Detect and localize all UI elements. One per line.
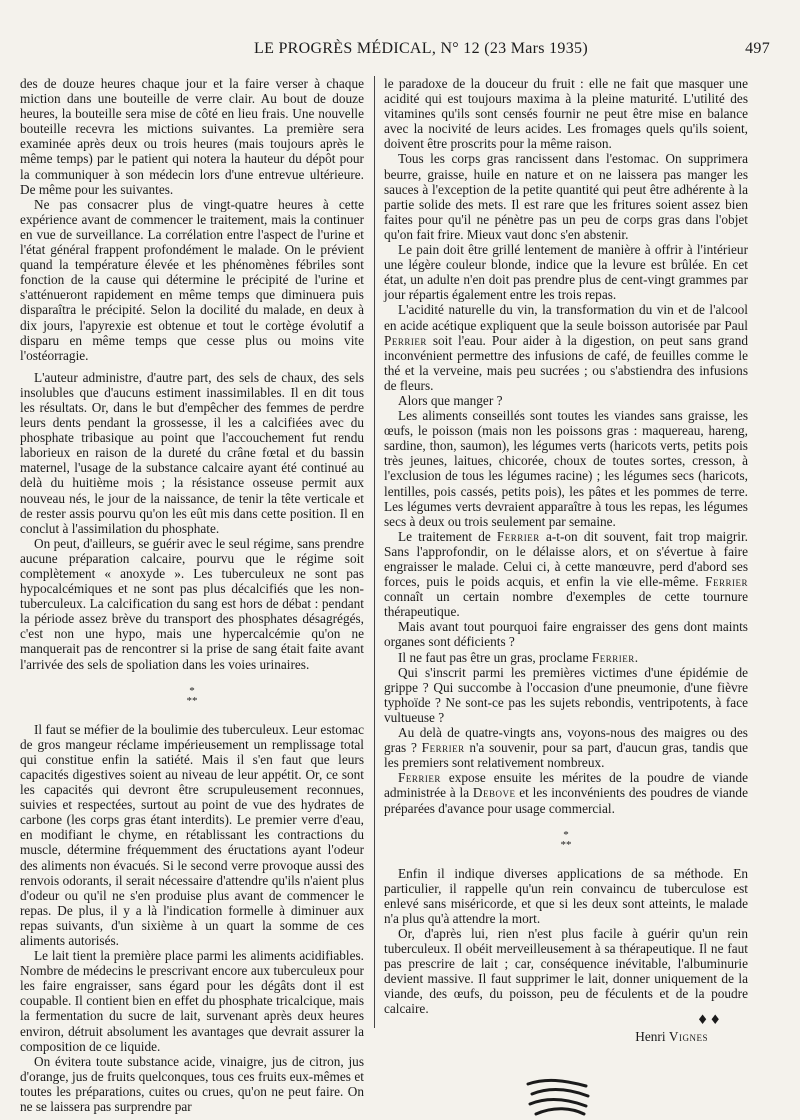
column-divider — [374, 76, 375, 1028]
author-name: Ferrier — [705, 574, 748, 590]
paragraph: On évitera toute substance acide, vinaigre, jus de citron, jus d'orange, jus de fruits quelconques, tous ces fruits eux-mêmes et toutes les préparations, cuites ou crues, qu'on ne peut faire. On ne se laissera pas surprendre par — [20, 1053, 364, 1114]
author-name: Ferrier — [496, 528, 540, 544]
author-name: Ferrier — [398, 770, 441, 786]
paragraph: Le pain doit être grillé lentement de manière à offrir à l'intérieur une légère couleur blonde, indice que la levure est brûlée. En cet état, un adulte n'en doit pas prendre plus de cent-vingt grammes par jour répartis également entre les trois repas. — [384, 242, 748, 303]
paragraph: L'acidité naturelle du vin, la transformation du vin et de l'alcool en acide acétique expliquent que la seule boisson autorisée par Paul Perrier soit l'eau. Pour aider à la digestion, on peut sans grand inconvénient permettre des infusions de café, de feuilles comme le thé et la verveine, mais peu sucrées ; ou s'abstiendra des infusions de fleurs. — [384, 302, 748, 393]
end-ornament-icon: ♦♦ — [696, 1013, 722, 1028]
paragraph: Ferrier expose ensuite les mérites de la poudre de viande administrée à la Debove et les inconvénients des poudres de viande préparées d'avance pour usage commercial. — [384, 770, 748, 816]
page-number: 497 — [745, 40, 770, 57]
paragraph: le paradoxe de la douceur du fruit : elle ne fait que masquer une acidité qui est toujours maxima à la pleine maturité. L'utilité des vitamines qu'ils sont censés fournir ne peut être mise en balance avec la nocivité de leurs acides. Les fromages quels qu'ils soient, doivent être proscrits pour la même raison. — [384, 76, 748, 152]
author-name: Ferrier. — [591, 649, 639, 665]
section-separator: * ** — [560, 828, 572, 851]
paragraph: Enfin il indique diverses applications de sa méthode. En particulier, il rappelle qu'un rein convaincu de tuberculose est enlevé sans miséricorde, et que si les deux sont atteints, le malade n'a plus qu'à attendre la mort. — [384, 865, 748, 926]
section-separator: * ** — [186, 684, 198, 707]
paragraph: Tous les corps gras rancissent dans l'estomac. On supprimera beurre, graisse, huile en nature et on ne laissera pas manger les sauces à l'exception de la petite quantité qui peut être adhérente à la partie solide des mets. Il est rare que les fritures soient assez bien faites pour qu'il ne pénètre pas un peu de corps gras dans l'objet qu'on fait frire. Mieux vaut donc s'en abstenir. — [384, 151, 748, 242]
paragraph: Il faut se méfier de la boulimie des tuberculeux. Leur estomac de gros mangeur réclame impérieusement un remplissage total qui constitue enfin la satiété. Mais il s'en faut que leurs capacités digestives soient au niveau de leur appétit. Or, ce sont les capacités qui devront être scrupuleusement reconnues, suivies et respectées, surtout au point de vue des hydrates de carbone (les corps gras étant interdits). Le premier verre d'eau, en modifiant le chyme, en rétablissant les contractions du muscle, détermine fréquemment des éructations ayant l'odeur des aliments non évacués. Si le second verre provoque aussi des renvois odorants, il serait nécessaire d'attendre qu'ils n'aient plus d'odeur ou qu'il ne s'en produise plus avant de commencer le repas. De plus, il y a là l'indication formelle à diminuer aux repas suivants, d'un sixième à un quart la somme de ces aliments autorisés. — [20, 721, 364, 948]
paragraph: Il ne faut pas être un gras, proclame Ferrier. — [398, 649, 639, 665]
author-name: Debove — [472, 785, 516, 801]
paragraph: Le traitement de Ferrier a-t-on dit souvent, fait trop maigrir. Sans l'approfondir, on le délaisse alors, et on s'évertue à faire engraisser le malade. Celui ci, à cette manœuvre, perd d'abord ses forces, puis le poids acquis, et enfin la vie elle-même. Ferrier connaît un certain nombre d'exemples de cette tournure thérapeutique. — [384, 528, 748, 620]
paragraph: Or, d'après lui, rien n'est plus facile à guérir qu'un rein tuberculeux. Il obéit merveilleusement à sa thérapeutique. Il ne faut pas prescrire de lait ; car, conséquence inévitable, l'albuminurie devient massive. Il faut supprimer le lait, donner uniquement de la viande, des œufs, du poisson, peu de féculents et de la poudre calcaire. — [384, 925, 748, 1017]
left-column — [20, 76, 364, 1114]
right-column — [384, 76, 748, 1044]
ornament-flourish-icon — [524, 1076, 594, 1120]
paragraph: Qui s'inscrit parmi les premières victimes d'une épidémie de grippe ? Qui succombe à l'occasion d'une pneumonie, d'une fièvre typhoïde ? Ne sont-ce pas les sujets rebondis, ventripotents, à face vultueuse ? — [384, 664, 748, 725]
paragraph: L'auteur administre, d'autre part, des sels de chaux, des sels insolubles que d'aucuns estiment inassimilables. Il en dit tous les résultats. Or, dans le but d'empêcher des femmes de perdre leurs dents pendant la grossesse, il les a calcifiées avec du phosphate tribasique au point que l'accouchement fut rendu laborieux en raison de la dureté du crâne fœtal et du bassin maternel, l'usage de la substance calcaire ayant été continué au delà du huitième mois ; la résistance osseuse permit aux nouveau nés, le jour de la naissance, de tenir la tête verticale et de rester assis pourvu qu'on les eût mis dans cette position. Il en conclut à l'assimilation du phosphate. — [20, 369, 364, 536]
paragraph: des de douze heures chaque jour et la faire verser à chaque miction dans une bouteille de verre clair. Au bout de douze heures, la bouteille sera mise de côté en lieu frais. Une nouvelle bouteille recevra les mictions suivantes. La première sera examinée après deux ou trois heures (mais toujours après le même temps) par le patient qui notera la hauteur du dépôt pour la communiquer à son médecin lors d'une entrevue ultérieure. De même pour les suivantes. — [20, 76, 364, 197]
paragraph: Le lait tient la première place parmi les aliments acidifiables. Nombre de médecins le prescrivant encore aux tuberculeux pour les faire engraisser, sans égard pour les dégâts dont il est coupable. Il contient bien en effet du phosphate tricalcique, mais la fermentation du sucre de lait, survenant après deux heures environ, détruit absolument les avantages que devrait assurer la composition de ce liquide. — [20, 948, 364, 1054]
paragraph: On peut, d'ailleurs, se guérir avec le seul régime, sans prendre aucune préparation calcaire, pourvu que le régime soit complètement « anoxyde ». Les tuberculeux ne sont pas hypocalcémiques et ne sont pas plus décalcifiés que les non-tuberculeux. La calcification du sang est hors de débat : pendant la période assez brève du transport des phosphates désagrégés, c'est non une hypo, mais une hypercalcémie qu'on ne manquerait pas de rencontrer si la prise de sang était faite avant l'arrivée des sels de spoliation dans les voies urinaires. — [20, 535, 364, 672]
paragraph: Au delà de quatre-vingts ans, voyons-nous des maigres ou des gras ? Ferrier n'a souvenir, pour sa part, d'aucun gras, tandis que les premiers sont relativement nombreux. — [384, 725, 748, 771]
paragraph: Les aliments conseillés sont toutes les viandes sans graisse, les œufs, le poisson (mais non les poissons gras : maquereau, hareng, sardine, thon, saumon), les légumes verts (haricots verts, petits pois très jeunes, laitues, chicorée, choux de toutes sortes, cresson, à l'exclusion de tous les légumes racine) ; les légumes secs (haricots, lentilles, pois cassés, petits pois), les pâtes et les pommes de terre. Les légumes verts devraient apparaître à tous les repas, les légumes secs à deux ou trois seulement par semaine. — [384, 408, 748, 529]
journal-title: LE PROGRÈS MÉDICAL, N° 12 (23 Mars 1935) — [254, 40, 588, 57]
author-name: Perrier — [384, 332, 427, 348]
author-name: Ferrier — [421, 740, 465, 756]
paragraph: Mais avant tout pourquoi faire engraisser des gens dont maints organes sont déficients ? — [384, 619, 748, 650]
paragraph: Alors que manger ? — [398, 392, 503, 408]
author-signature: Henri Vignes — [635, 1028, 708, 1044]
paragraph: Ne pas consacrer plus de vingt-quatre heures à cette expérience avant de commencer le traitement, mais la continuer en vue de surveillance. La corrélation entre l'aspect de l'urine et l'état général frappent profondément le malade. On le prévient quand la température élevée et les phénomènes fébriles sont fonction de la cause qui détermine le précipité de l'urine et s'atténueront rapidement en même temps que diminuera puis disparaîtra le précipité. Selon la docilité du malade, en deux à dix jours, l'apyrexie est obtenue et tout le cortège évolutif a disparu en même temps que cesse plus ou moins vite l'ostéorragie. — [20, 196, 364, 363]
running-header — [14, 40, 786, 62]
